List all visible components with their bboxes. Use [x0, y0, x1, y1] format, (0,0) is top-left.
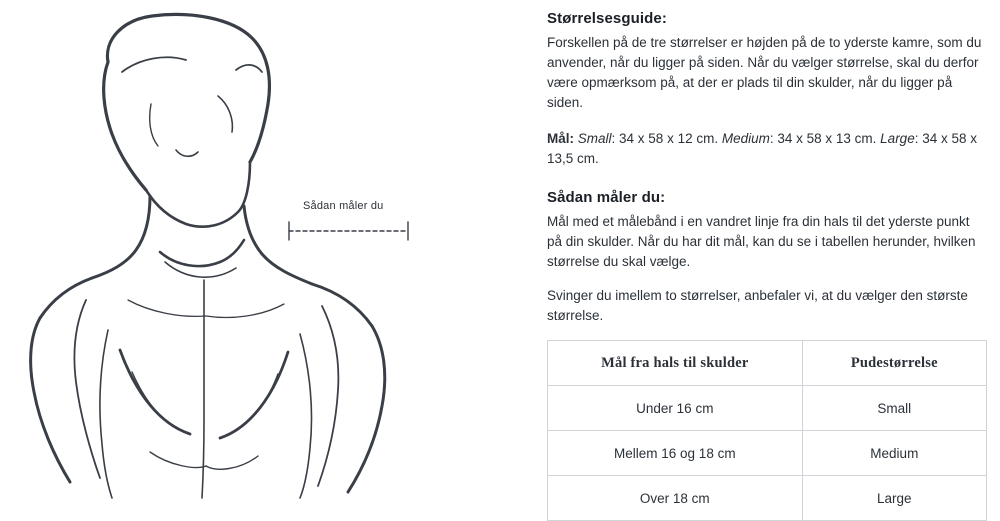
table-row: [548, 431, 987, 476]
table-cell-measure: Over 18 cm: [548, 476, 803, 521]
size-table: [547, 340, 987, 521]
text-pane: [525, 0, 1000, 506]
measure-label: Sådan måler du: [303, 200, 384, 212]
measurement-small-value: : 34 x 58 x 12 cm.: [611, 131, 722, 146]
table-cell-size: Medium: [802, 431, 986, 476]
table-row: [548, 476, 987, 521]
measurements-label: Mål:: [547, 131, 574, 146]
how-to-measure-paragraph-2: Svinger du imellem to størrelser, anbefaler vi, at du vælger den største størrelse.: [547, 288, 968, 323]
size-table-head: [548, 341, 987, 386]
table-row: [548, 386, 987, 431]
table-header-measure: Mål fra hals til skulder: [548, 341, 803, 386]
table-cell-size: Small: [802, 386, 986, 431]
measurement-small-name: Small: [577, 131, 612, 146]
how-to-measure-title: Sådan måler du:: [547, 189, 666, 206]
table-cell-measure: Under 16 cm: [548, 386, 803, 431]
size-table-body: [548, 386, 987, 521]
measurement-medium-value: : 34 x 58 x 13 cm.: [769, 131, 881, 146]
size-guide-paragraph: Forskellen på de tre størrelser er højden på de to yderste kamre, som du anvender, når du ligger på siden. Når du vælger størrelse, skal du derfor være opmærksom på, at der er plads til din skulder, når du ligger på siden.: [547, 35, 982, 110]
measurement-large-value: : 34 x 58 x 13,5 cm.: [547, 131, 977, 166]
table-header-row: [548, 341, 987, 386]
table-cell-measure: Mellem 16 og 18 cm: [548, 431, 803, 476]
measurement-medium-name: Medium: [721, 131, 770, 146]
measurements-line: [547, 129, 987, 169]
measurement-large-name: Large: [880, 131, 915, 146]
how-to-measure-paragraph-1: Mål med et målebånd i en vandret linje fra din hals til det yderste punkt på din skulder. Når du har dit mål, kan du se i tabellen herunder, hvilken størrelse du skal vælge.: [547, 214, 976, 269]
size-guide-title: Størrelsesguide:: [547, 10, 667, 27]
table-cell-size: Large: [802, 476, 986, 521]
table-header-size: Pudestørrelse: [802, 341, 986, 386]
